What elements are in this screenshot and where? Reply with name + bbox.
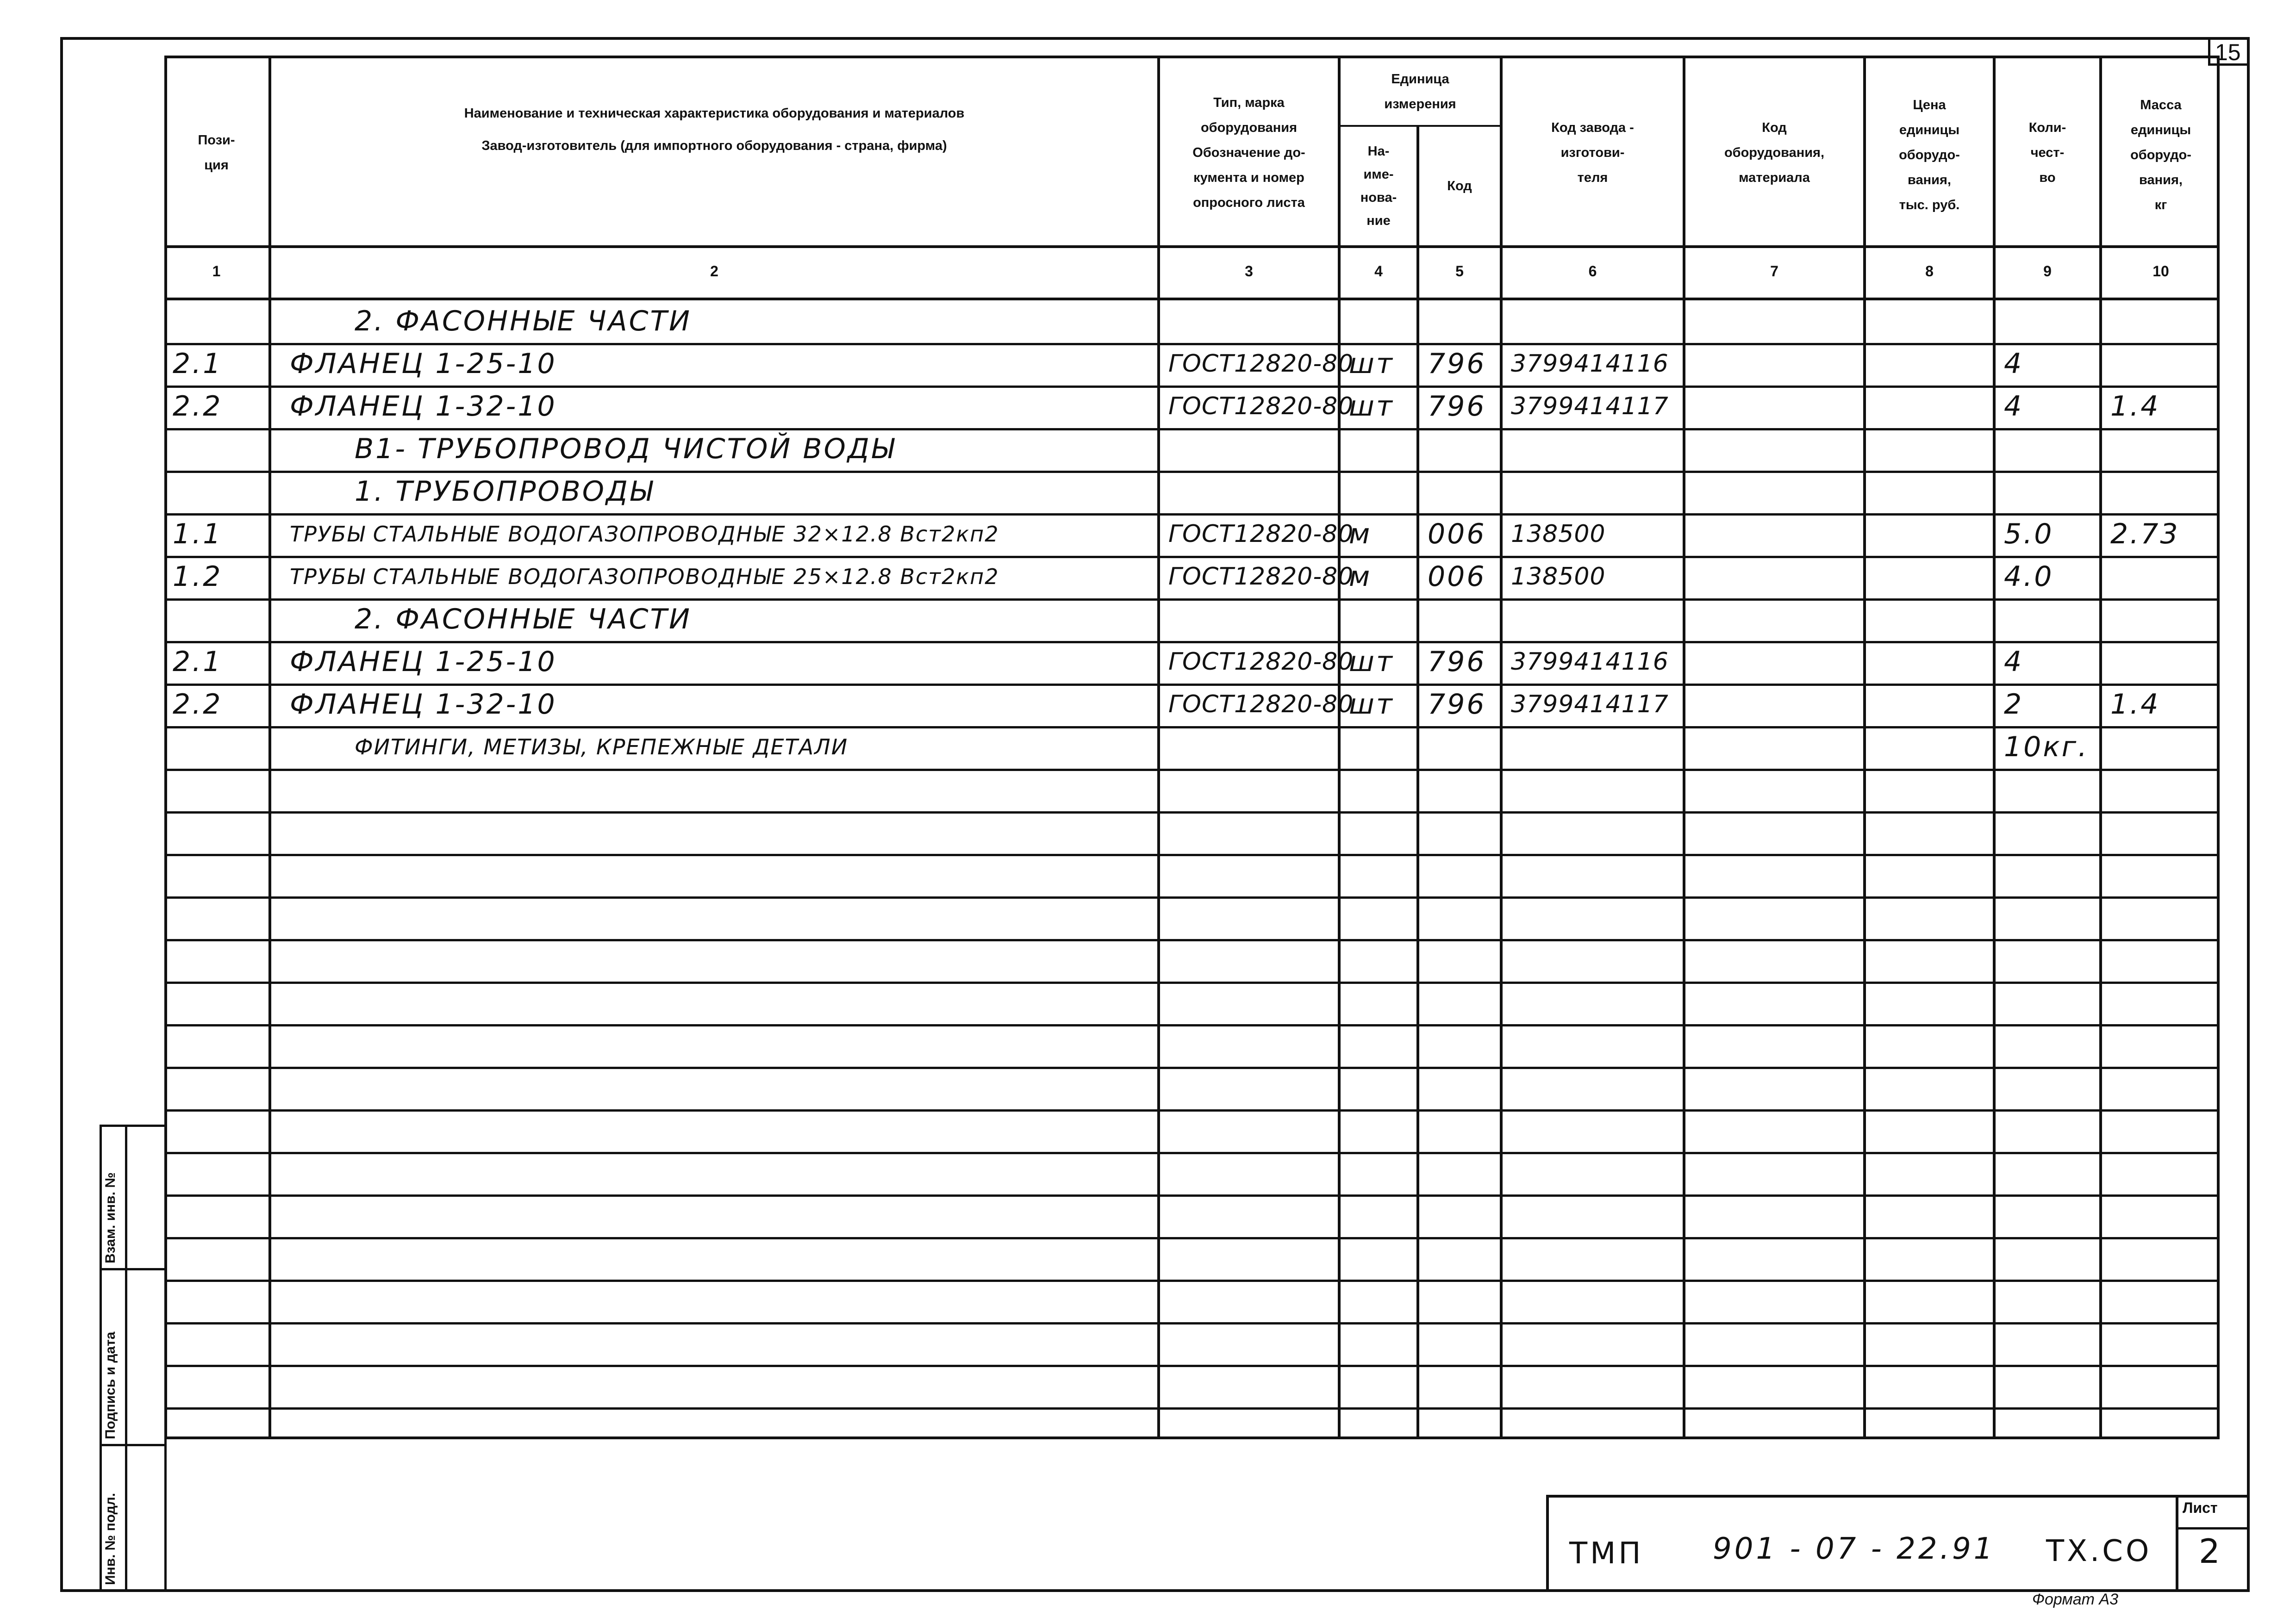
header-unit-name: На- име- нова- ние — [1360, 144, 1397, 228]
stamp-format: Формат А3 — [2032, 1591, 2119, 1608]
side-label-signature-date: Подпись и дата — [103, 1331, 118, 1439]
row-11-qty: 10кг. — [2004, 731, 2089, 763]
column-number-8: 8 — [1925, 263, 1934, 280]
sheet-corner-number: 15 — [2215, 39, 2241, 65]
row-7-unit: м — [1349, 560, 1372, 593]
row-7-plant: 138500 — [1511, 563, 1606, 591]
column-number-7: 7 — [1770, 263, 1778, 280]
row-6-plant: 138500 — [1511, 520, 1606, 548]
row-6-doc: ГОСТ12820-80 — [1168, 520, 1354, 548]
row-line — [164, 811, 2220, 814]
header-unit-group: Единица измерения — [1384, 72, 1456, 112]
header-unit-price: Цена единицы оборудо- вания, тыс. руб. — [1899, 98, 1960, 212]
row-2-unit: шт — [1349, 348, 1394, 380]
row-line — [164, 1365, 2220, 1367]
stamp-doc: ТХ.СО — [2046, 1534, 2152, 1568]
side-strip-sep-2 — [100, 1444, 167, 1446]
row-6-unit: м — [1349, 518, 1372, 550]
row-line — [164, 896, 2220, 899]
row-2-plant: 3799414116 — [1511, 350, 1669, 378]
title-block-sheet-line — [2176, 1527, 2250, 1530]
row-line — [164, 1194, 2220, 1197]
header-divider — [164, 245, 2220, 248]
column-number-1: 1 — [212, 263, 221, 280]
row-2-doc: ГОСТ12820-80 — [1168, 350, 1354, 378]
row-6-pos: 1.1 — [173, 518, 223, 550]
row-9-pos: 2.1 — [173, 646, 223, 678]
row-3-plant: 3799414117 — [1511, 392, 1669, 420]
header-type-doc: Тип, марка оборудования Обозначение до- кумента и номер опросного листа — [1192, 95, 1305, 210]
column-number-9: 9 — [2043, 263, 2052, 280]
row-9-qty: 4 — [2004, 646, 2024, 678]
row-line — [164, 1024, 2220, 1026]
header-name-line2: Завод-изготовитель (для импортного оборудования - страна, фирма) — [481, 138, 947, 153]
header-unit-code: Код — [1447, 179, 1472, 193]
column-number-3: 3 — [1245, 263, 1253, 280]
row-line — [164, 1280, 2220, 1282]
header-plant-code: Код завода - изготови- теля — [1551, 120, 1634, 185]
side-label-original-inv: Инв. № подл. — [103, 1492, 118, 1585]
header-equipment-code: Код оборудования, материала — [1724, 120, 1825, 185]
side-label-replaced-inv: Взам. инв. № — [103, 1172, 118, 1263]
row-7-code: 006 — [1428, 560, 1486, 593]
row-3-doc: ГОСТ12820-80 — [1168, 392, 1354, 420]
row-10-doc: ГОСТ12820-80 — [1168, 690, 1354, 718]
row-9-code: 796 — [1428, 646, 1486, 678]
row-line — [164, 1067, 2220, 1069]
column-number-2: 2 — [710, 263, 718, 280]
header-quantity: Коли- чест- во — [2028, 120, 2066, 185]
row-line — [164, 939, 2220, 941]
stamp-code: 901 - 07 - 22.91 — [1713, 1532, 1996, 1566]
title-block-sheet-divider — [2176, 1495, 2178, 1592]
row-line — [164, 854, 2220, 856]
row-line — [164, 769, 2220, 771]
row-9-unit: шт — [1349, 646, 1394, 678]
row-line — [164, 982, 2220, 984]
row-8-name: 2. ФАСОННЫЕ ЧАСТИ — [355, 603, 692, 635]
side-strip-divider — [125, 1125, 127, 1592]
row-2-code: 796 — [1428, 348, 1486, 380]
row-4-name: В1- ТРУБОПРОВОД ЧИСТОЙ ВОДЫ — [355, 433, 896, 465]
row-7-doc: ГОСТ12820-80 — [1168, 563, 1354, 591]
row-6-mass: 2.73 — [2110, 518, 2180, 550]
row-line — [164, 1152, 2220, 1154]
row-3-unit: шт — [1349, 390, 1394, 423]
column-number-4: 4 — [1374, 263, 1383, 280]
header-name-line1: Наименование и техническая характеристика оборудования и материалов — [464, 106, 965, 121]
row-1-name: 2. ФАСОННЫЕ ЧАСТИ — [355, 305, 692, 337]
row-7-name: ТРУБЫ СТАЛЬНЫЕ ВОДОГАЗОПРОВОДНЫЕ 25×12.8 Вст2кп2 — [290, 564, 999, 589]
side-strip-sep-1 — [100, 1268, 167, 1270]
row-3-mass: 1.4 — [2110, 390, 2160, 423]
header-position: Пози- ция — [198, 133, 235, 173]
row-line — [164, 1322, 2220, 1325]
row-7-pos: 1.2 — [173, 560, 223, 593]
column-number-6: 6 — [1588, 263, 1597, 280]
row-line — [164, 1109, 2220, 1112]
row-2-qty: 4 — [2004, 348, 2024, 380]
row-10-name: ФЛАНЕЦ 1-32-10 — [290, 688, 557, 721]
row-line — [164, 1407, 2220, 1410]
row-9-name: ФЛАНЕЦ 1-25-10 — [290, 646, 557, 678]
stamp-sheet-label: Лист — [2183, 1499, 2218, 1516]
row-3-name: ФЛАНЕЦ 1-32-10 — [290, 390, 557, 423]
row-2-pos: 2.1 — [173, 348, 223, 380]
row-6-name: ТРУБЫ СТАЛЬНЫЕ ВОДОГАЗОПРОВОДНЫЕ 32×12.8 Вст2кп2 — [290, 522, 999, 547]
stamp-sheet-number: 2 — [2199, 1532, 2220, 1571]
row-3-qty: 4 — [2004, 390, 2024, 423]
row-10-plant: 3799414117 — [1511, 690, 1669, 718]
row-line — [164, 1237, 2220, 1239]
column-number-10: 10 — [2152, 263, 2169, 280]
row-9-doc: ГОСТ12820-80 — [1168, 648, 1354, 676]
row-6-qty: 5.0 — [2004, 518, 2054, 550]
row-7-qty: 4.0 — [2004, 560, 2054, 593]
row-10-unit: шт — [1349, 688, 1394, 721]
stamp-series: ТМП — [1569, 1536, 1644, 1571]
row-9-plant: 3799414116 — [1511, 648, 1669, 676]
header-unit-mass: Масса единицы оборудо- вания, кг — [2130, 98, 2191, 212]
column-number-5: 5 — [1455, 263, 1464, 280]
row-10-mass: 1.4 — [2110, 688, 2160, 721]
row-11-name: ФИТИНГИ, МЕТИЗЫ, КРЕПЕЖНЫЕ ДЕТАЛИ — [355, 734, 849, 759]
row-3-pos: 2.2 — [173, 390, 223, 423]
row-10-code: 796 — [1428, 688, 1486, 721]
row-5-name: 1. ТРУБОПРОВОДЫ — [355, 475, 654, 508]
col-line-4 — [1416, 125, 1419, 1439]
row-6-code: 006 — [1428, 518, 1486, 550]
row-10-qty: 2 — [2004, 688, 2024, 721]
row-2-name: ФЛАНЕЦ 1-25-10 — [290, 348, 557, 380]
row-10-pos: 2.2 — [173, 688, 223, 721]
row-3-code: 796 — [1428, 390, 1486, 423]
